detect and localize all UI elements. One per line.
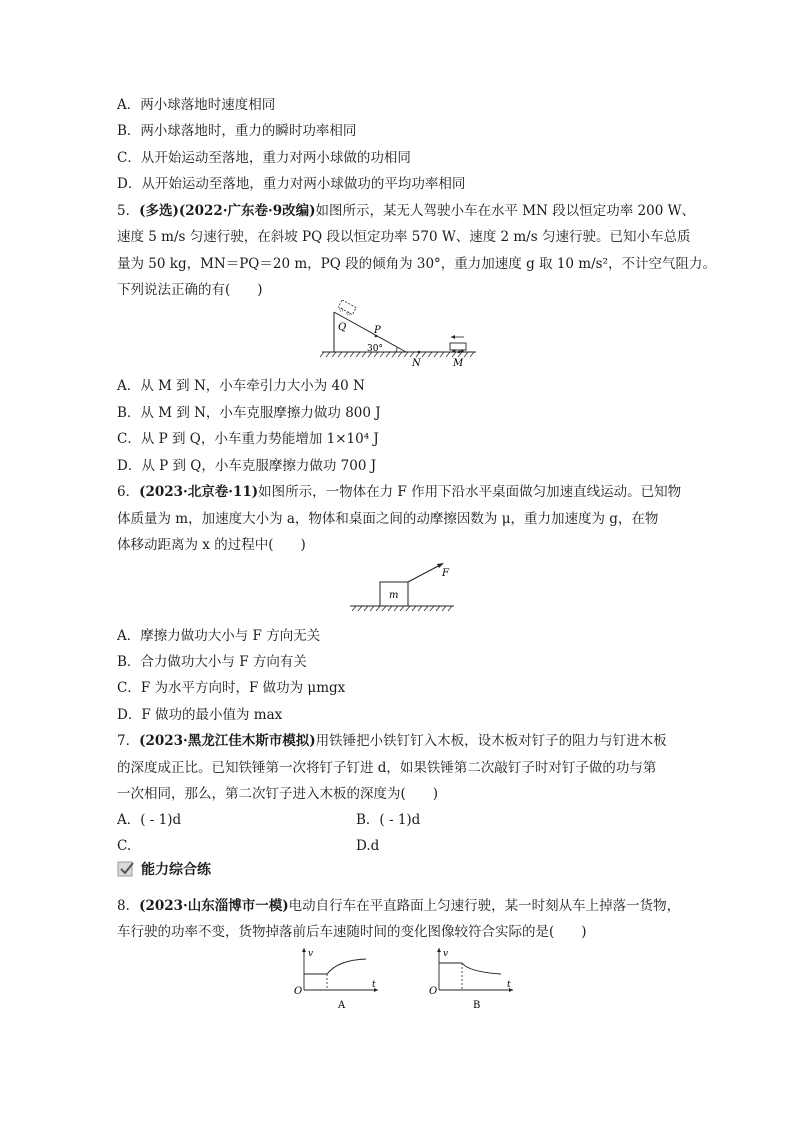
q6-label-f: F (442, 568, 449, 579)
q6-number: 6． (117, 484, 140, 500)
q8-graph-a-axis-v: v (308, 949, 314, 959)
q4-option-a: A．两小球落地时速度相同 (117, 97, 276, 113)
q5-incline-figure (318, 300, 480, 372)
q6-stem-line3: 体移动距离为 x 的过程中( ) (117, 537, 306, 553)
q6-option-c: C．F 为水平方向时，F 做功为 μmgx (117, 680, 346, 696)
q6-option-b: B．合力做功大小与 F 方向有关 (117, 654, 307, 670)
q6-option-d: D．F 做功的最小值为 max (117, 707, 283, 723)
q5-stem-line1 (117, 202, 695, 220)
q5-option-c: C．从 P 到 Q，小车重力势能增加 1×10⁴ J (117, 431, 379, 447)
q5-label-q: Q (338, 322, 347, 333)
q8-graph-b-axis-t: t (507, 980, 511, 990)
q7-option-c: C. (117, 838, 132, 854)
q8-graph-b-origin: O (429, 986, 438, 997)
q7-stem-text: 用铁锤把小铁钉钉入木板，设木板对钉子的阻力与钉进木板 (315, 733, 667, 749)
q8-graph-a (290, 944, 390, 1012)
q5-number: 5． (117, 203, 140, 219)
checkbox-check-icon (117, 860, 135, 878)
q6-stem-text: 如图所示，一物体在力 F 作用下沿水平桌面做匀加速直线运动。已知物 (258, 484, 682, 500)
q8-stem-text: 电动自行车在平直路面上匀速行驶，某一时刻从车上掉落一货物， (288, 898, 681, 914)
q5-option-d: D．从 P 到 Q，小车克服摩擦力做功 700 J (117, 458, 377, 474)
q5-option-b: B．从 M 到 N，小车克服摩擦力做功 800 J (117, 405, 381, 421)
q8-graph-a-axis-t: t (372, 980, 376, 990)
q6-option-a: A．摩擦力做功大小与 F 方向无关 (117, 628, 321, 644)
q5-stem-line3: 量为 50 kg，MN＝PQ＝20 m，PQ 段的倾角为 30°，重力加速度 g 取 10 m/s²，不计空气阻力。 (117, 256, 716, 272)
q4-option-c: C．从开始运动至落地，重力对两小球做的功相同 (117, 150, 411, 166)
q5-stem-text: 如图所示，某无人驾驶小车在水平 MN 段以恒定功率 200 W、 (315, 203, 695, 219)
q5-stem-line2: 速度 5 m/s 匀速行驶，在斜坡 PQ 段以恒定功率 570 W、速度 2 m/s 匀速行驶。已知小车总质 (117, 229, 691, 245)
q8-stem-line2: 车行驶的功率不变，货物掉落前后车速随时间的变化图像较符合实际的是( ) (117, 924, 587, 940)
q6-source-tag: (2023·北京卷·11) (139, 484, 259, 500)
q4-option-d: D．从开始运动至落地，重力对两小球做功的平均功率相同 (117, 176, 466, 192)
q5-label-n: N (412, 358, 421, 369)
q7-stem-line3: 一次相同，那么，第二次钉子进入木板的深度为( ) (117, 786, 439, 802)
q8-graph-b-label: B (473, 1000, 481, 1011)
q8-graph-a-origin: O (294, 986, 303, 997)
q7-number: 7． (117, 733, 140, 749)
q8-source-tag: (2023·山东淄博市一模) (139, 898, 289, 914)
q5-stem-line4: 下列说法正确的有( ) (117, 282, 263, 298)
q7-option-a: A．( - 1)d (117, 812, 182, 828)
q6-label-m: m (389, 590, 399, 601)
section-title: 能力综合练 (141, 862, 211, 878)
q7-option-b: B．( - 1)d (356, 812, 421, 828)
q7-source-tag: (2023·黑龙江佳木斯市模拟) (139, 733, 316, 749)
q5-label-p: P (374, 325, 381, 336)
q8-graph-a-label: A (338, 1000, 346, 1011)
q8-graph-b-axis-v: v (443, 949, 449, 959)
q5-label-angle: 30° (367, 344, 383, 354)
q5-source-tag: (多选)(2022·广东卷·9改编) (139, 203, 316, 219)
q7-stem-line1 (117, 732, 667, 750)
q6-stem-line2: 体质量为 m，加速度大小为 a，物体和桌面之间的动摩擦因数为 μ，重力加速度为 g，在物 (117, 511, 659, 527)
q6-block-figure (348, 558, 458, 616)
q8-graph-b (425, 944, 525, 1012)
section-heading (117, 859, 211, 879)
q8-number: 8． (117, 898, 140, 914)
q7-stem-line2: 的深度成正比。已知铁锤第一次将钉子钉进 d，如果铁锤第二次敲钉子时对钉子做的功与第 (117, 760, 657, 776)
q7-option-d: D.d (356, 838, 380, 854)
q4-option-b: B．两小球落地时，重力的瞬时功率相同 (117, 123, 357, 139)
q6-stem-line1 (117, 483, 681, 501)
q5-option-a: A．从 M 到 N，小车牵引力大小为 40 N (117, 378, 365, 394)
q5-label-m: M (453, 358, 464, 369)
q8-stem-line1 (117, 897, 680, 915)
